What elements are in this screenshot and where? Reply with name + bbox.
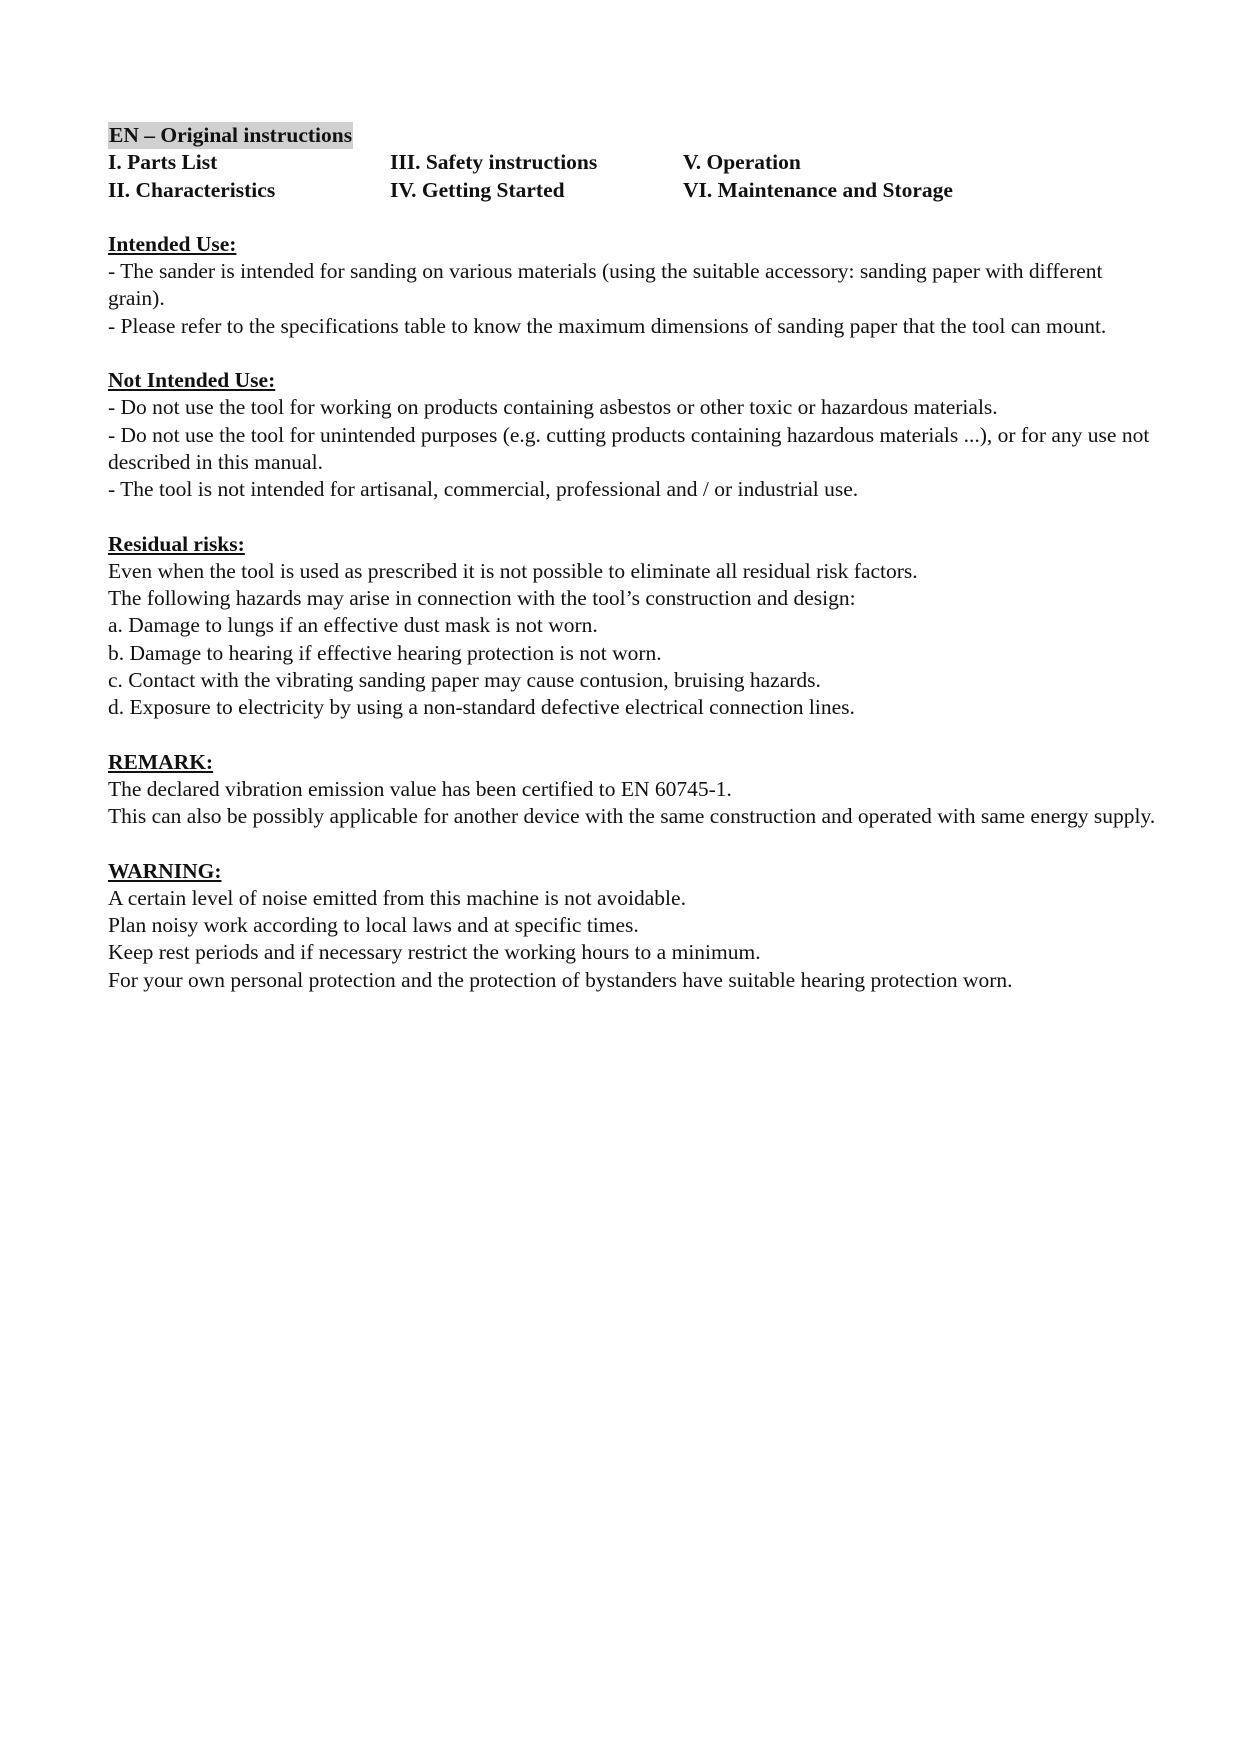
toc-item-parts-list: I. Parts List bbox=[108, 150, 218, 175]
list-item: a. Damage to lungs if an effective dust mask is not worn. bbox=[108, 613, 598, 638]
paragraph-line: This can also be possibly applicable for another device with the same construction and operated with same energy supply. bbox=[108, 804, 1156, 829]
section-remark bbox=[108, 749, 1158, 831]
section-heading: REMARK: bbox=[108, 749, 214, 774]
document-page bbox=[108, 122, 1158, 994]
toc-item-maintenance-storage: VI. Maintenance and Storage bbox=[683, 177, 953, 202]
list-item: d. Exposure to electricity by using a non-standard defective electrical connection lines. bbox=[108, 695, 855, 720]
paragraph-line: The following hazards may arise in connection with the tool’s construction and design: bbox=[108, 586, 856, 611]
section-heading: Residual risks: bbox=[108, 531, 245, 556]
list-item: b. Damage to hearing if effective hearing protection is not worn. bbox=[108, 640, 662, 665]
paragraph-line: - The sander is intended for sanding on various materials (using the suitable accessory: sanding paper with different grain). bbox=[108, 259, 1103, 311]
paragraph-line: Keep rest periods and if necessary restrict the working hours to a minimum. bbox=[108, 940, 761, 965]
toc-item-characteristics: II. Characteristics bbox=[108, 177, 276, 202]
paragraph-line: - Please refer to the specifications table to know the maximum dimensions of sanding paper that the tool can mount. bbox=[108, 313, 1107, 338]
section-residual-risks bbox=[108, 531, 1158, 722]
paragraph-line: For your own personal protection and the protection of bystanders have suitable hearing protection worn. bbox=[108, 967, 1013, 992]
toc-item-getting-started: IV. Getting Started bbox=[390, 177, 565, 202]
list-item: c. Contact with the vibrating sanding paper may cause contusion, bruising hazards. bbox=[108, 668, 821, 693]
section-not-intended-use bbox=[108, 367, 1158, 503]
section-heading: WARNING: bbox=[108, 858, 222, 883]
toc-item-safety-instructions: III. Safety instructions bbox=[390, 150, 598, 175]
toc-item-operation: V. Operation bbox=[683, 150, 801, 175]
table-of-contents bbox=[108, 149, 1158, 204]
paragraph-line: Plan noisy work according to local laws and at specific times. bbox=[108, 913, 639, 938]
section-warning bbox=[108, 858, 1158, 994]
language-title-text: EN – Original instructions bbox=[108, 122, 353, 149]
section-heading: Not Intended Use: bbox=[108, 368, 276, 393]
section-heading: Intended Use: bbox=[108, 231, 237, 256]
paragraph-line: Even when the tool is used as prescribed it is not possible to eliminate all residual risk factors. bbox=[108, 558, 918, 583]
paragraph-line: A certain level of noise emitted from this machine is not avoidable. bbox=[108, 885, 686, 910]
section-intended-use bbox=[108, 231, 1158, 340]
paragraph-line: - Do not use the tool for working on products containing asbestos or other toxic or hazardous materials. bbox=[108, 395, 998, 420]
paragraph-line: - The tool is not intended for artisanal, commercial, professional and / or industrial use. bbox=[108, 477, 859, 502]
language-title bbox=[108, 122, 1158, 149]
paragraph-line: The declared vibration emission value has been certified to EN 60745-1. bbox=[108, 776, 732, 801]
paragraph-line: - Do not use the tool for unintended purposes (e.g. cutting products containing hazardous materials ...), or for any use not described in this manual. bbox=[108, 422, 1150, 474]
